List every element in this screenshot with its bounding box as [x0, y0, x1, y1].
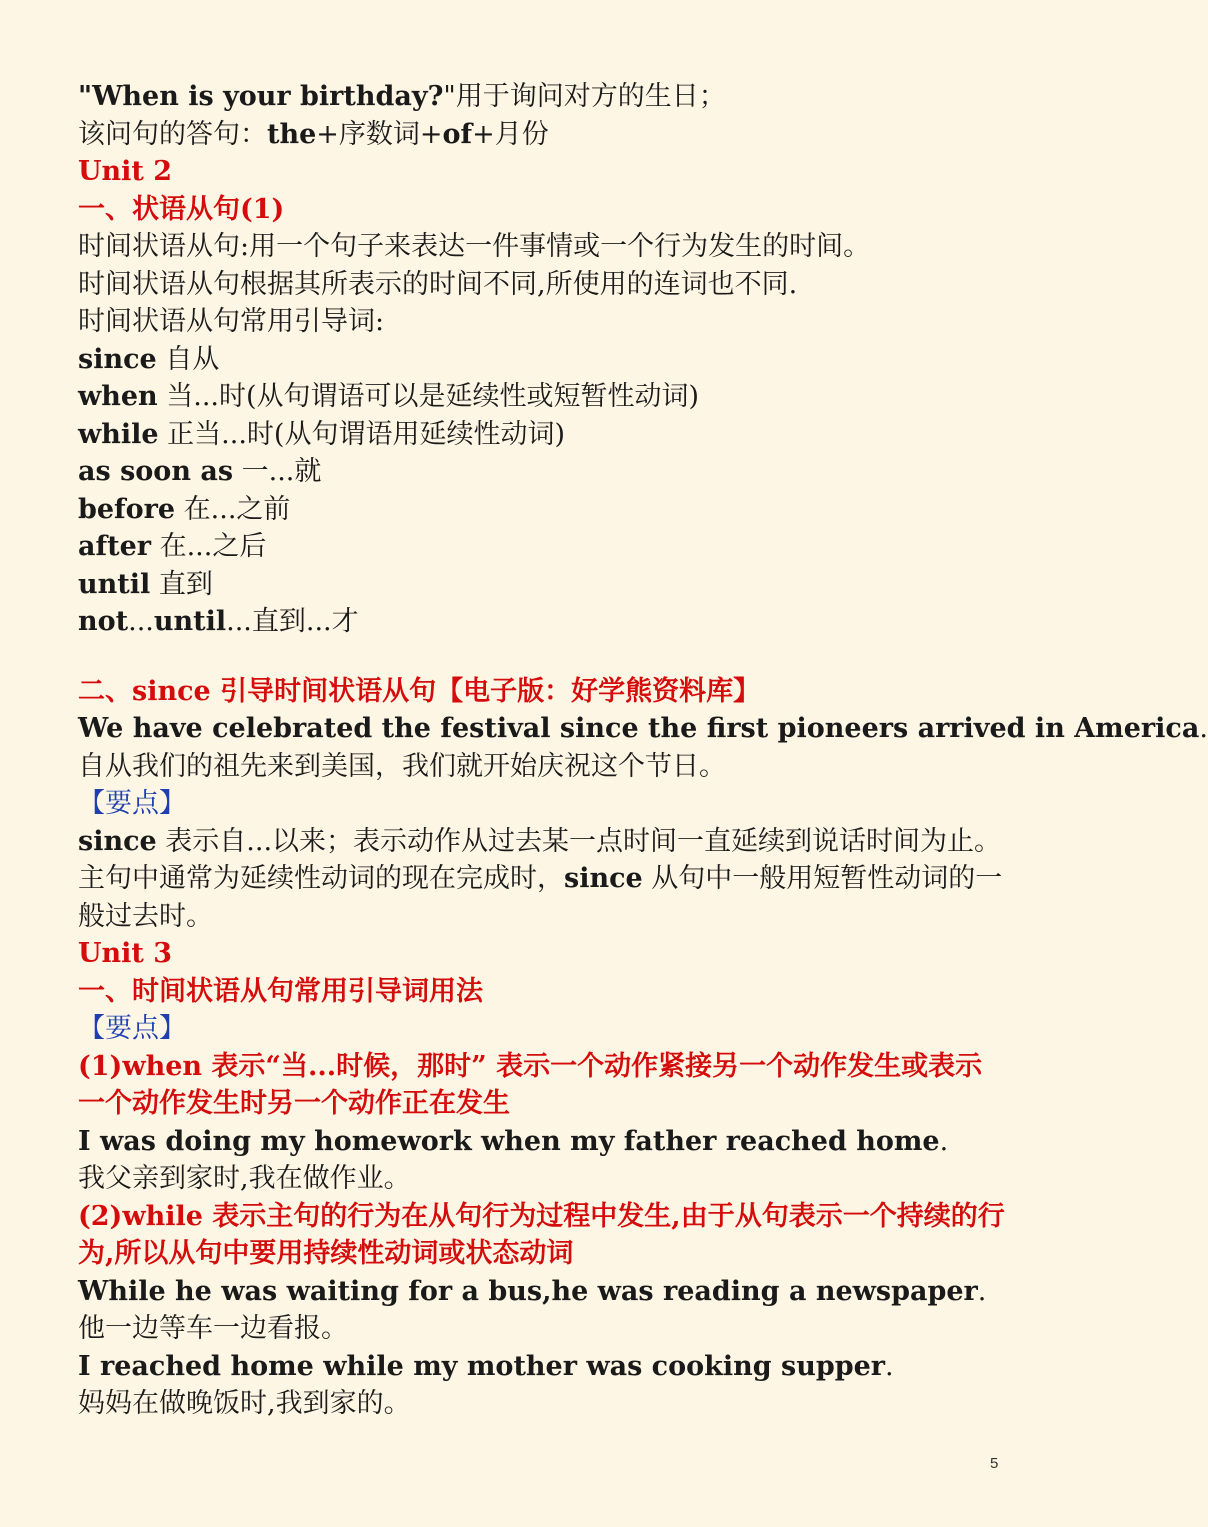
text-segment: the: [267, 118, 317, 150]
text-segment: .: [1199, 713, 1208, 744]
text-segment: 时间状语从句根据其所表示的时间不同,所使用的连词也不同.: [78, 268, 798, 300]
text-line: [78, 1010, 1008, 1048]
text-line: [78, 1348, 1008, 1386]
text-line: [78, 748, 1008, 786]
text-segment: 表示自...以来；表示动作从过去某一点时间一直延续到说话时间为止。主句中通常为延续性动词的现在完成时，: [78, 825, 1002, 894]
document-body: [78, 78, 1208, 1423]
text-line: [78, 935, 1008, 973]
text-line: [78, 228, 1008, 266]
text-segment: "When is your birthday?: [78, 81, 444, 112]
text-segment: ...: [128, 606, 154, 637]
text-segment: while: [78, 418, 159, 450]
text-segment: not: [78, 606, 129, 637]
text-segment: .: [939, 1125, 949, 1157]
text-segment: since: [78, 343, 157, 375]
text-segment: Unit 2: [78, 156, 173, 187]
text-line: [78, 266, 1008, 304]
text-segment: 当...时(从句谓语可以是延续性或短暂性动词): [157, 381, 700, 412]
text-segment: 时间状语从句:用一个句子来表达一件事情或一个行为发生的时间。: [78, 231, 871, 262]
text-segment: 【要点】: [78, 788, 186, 819]
text-line: [78, 528, 1008, 566]
text-segment: We have celebrated the festival since the first pioneers arrived in America: [78, 713, 1200, 744]
text-line: [78, 1273, 1008, 1311]
text-line: [78, 1310, 1008, 1348]
text-segment: since: [78, 825, 157, 857]
text-segment: 从句中一般用短暂性动词的一般过去时。: [78, 863, 1003, 932]
text-line: [78, 1048, 1008, 1123]
text-segment: (2)while 表示主句的行为在从句行为过程中发生,由于从句表示一个持续的行为,所以从句中要用持续性动词或状态动词: [78, 1200, 1005, 1269]
text-segment: .: [885, 1350, 894, 1382]
text-segment: 直到: [150, 568, 213, 600]
text-line: [78, 378, 1008, 416]
text-segment: 一...就: [233, 456, 322, 487]
text-line: [78, 566, 1008, 604]
text-segment: before: [78, 493, 176, 525]
text-segment: as soon as: [78, 456, 234, 487]
text-segment: 自从我们的祖先来到美国，我们就开始庆祝这个节日。: [78, 750, 726, 782]
text-segment: While he was waiting for a bus,he was reading a newspaper: [78, 1275, 978, 1307]
text-segment: since: [564, 863, 643, 894]
text-segment: 二、since 引导时间状语从句【电子版：好学熊资料库】: [78, 675, 761, 707]
text-segment: +月份: [472, 118, 549, 150]
text-line: [78, 153, 1008, 191]
text-line: [78, 303, 1008, 341]
text-line: [78, 1385, 1008, 1423]
text-segment: 正当...时(从句谓语用延续性动词): [158, 418, 565, 450]
text-line: [78, 673, 1008, 711]
text-segment: (1)when 表示“当...时候，那时” 表示一个动作紧接另一个动作发生或表示一个动作发生时另一个动作正在发生: [78, 1050, 983, 1119]
text-line: [78, 603, 1008, 641]
text-line: [78, 973, 1008, 1011]
text-segment: Unit 3: [78, 938, 173, 969]
text-segment: "用于询问对方的生日；: [443, 81, 726, 112]
text-segment: 在...之前: [175, 493, 291, 525]
text-segment: .: [977, 1275, 987, 1307]
text-segment: 该问句的答句：: [78, 118, 267, 150]
text-line: [78, 823, 1008, 936]
text-segment: 妈妈在做晚饭时,我到家的。: [78, 1388, 411, 1419]
text-segment: 我父亲到家时,我在做作业。: [78, 1163, 411, 1194]
text-line: [78, 416, 1008, 454]
text-segment: ...直到...才: [226, 606, 359, 637]
text-segment: until: [153, 606, 227, 637]
text-line: [78, 78, 1008, 116]
text-line: [78, 1160, 1008, 1198]
text-line: [78, 491, 1008, 529]
text-segment: 自从: [156, 343, 220, 375]
text-line: [78, 341, 1008, 379]
text-line: [78, 785, 1008, 823]
text-line: [78, 453, 1008, 491]
text-line: [78, 1198, 1008, 1273]
text-segment: 一、状语从句(1): [78, 193, 285, 225]
text-segment: of: [442, 118, 473, 150]
text-segment: 时间状语从句常用引导词:: [78, 306, 385, 337]
text-segment: 他一边等车一边看报。: [78, 1313, 348, 1344]
text-line: [78, 710, 1208, 748]
text-segment: after: [78, 531, 151, 562]
page-number: 5: [990, 1455, 999, 1472]
text-segment: I was doing my homework when my father reached home: [78, 1125, 940, 1157]
blank-spacer: [78, 641, 1008, 673]
text-line: [78, 116, 1008, 154]
text-segment: 在...之后: [150, 531, 267, 562]
text-segment: I reached home while my mother was cooking supper: [78, 1350, 886, 1382]
text-line: [78, 1123, 1008, 1161]
text-line: [78, 191, 1008, 229]
text-segment: when: [78, 381, 158, 412]
text-segment: +序数词+: [316, 118, 443, 150]
text-segment: until: [78, 568, 151, 600]
text-segment: 一、时间状语从句常用引导词用法: [78, 975, 483, 1007]
text-segment: 【要点】: [78, 1013, 186, 1044]
